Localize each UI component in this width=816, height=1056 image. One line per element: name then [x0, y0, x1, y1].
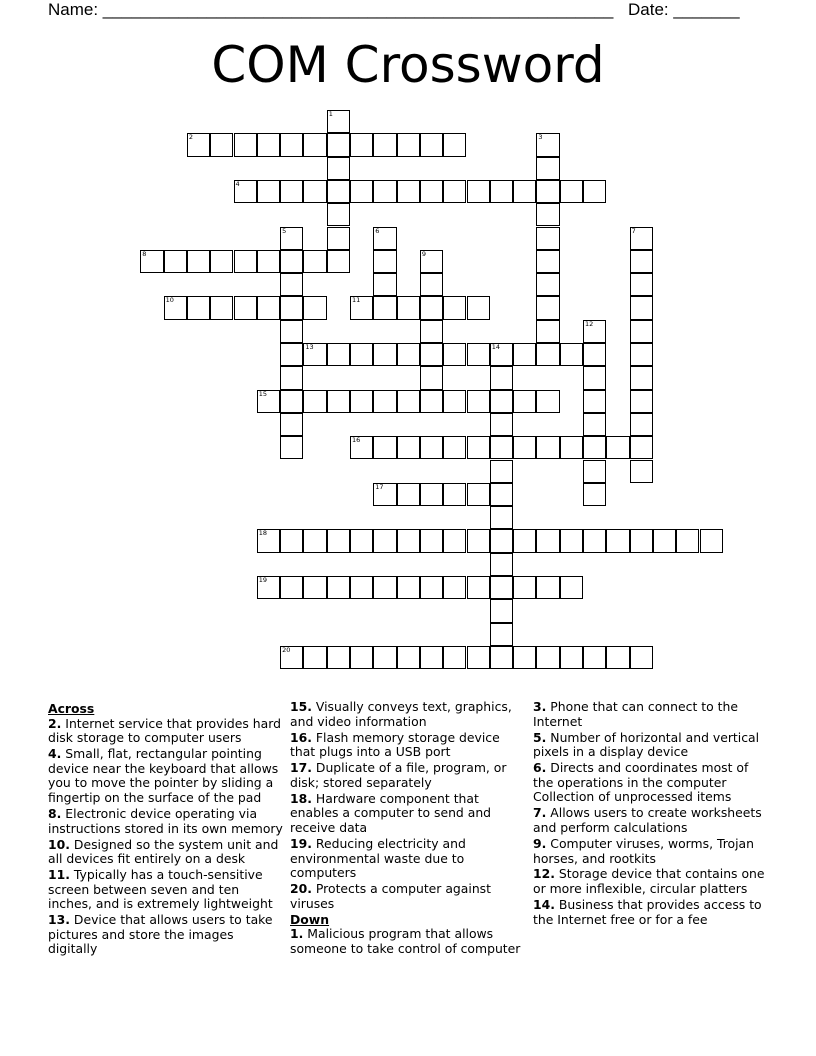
grid-cell[interactable]: [536, 576, 559, 599]
grid-cell[interactable]: [467, 646, 490, 669]
clue-down-7: 7. Allows users to create worksheets and perform calculations: [533, 805, 762, 835]
grid-cell[interactable]: [350, 646, 373, 669]
clue-number: 20: [282, 645, 291, 654]
grid-cell[interactable]: [280, 343, 303, 366]
clue-across-2: 2. Internet service that provides hard disk storage to computer users: [48, 715, 281, 746]
clue-number: 19: [258, 576, 268, 584]
clue-across-4: 4. Small, flat, rectangular pointing device near the keyboard that allows you to move the pointer by sliding a fingertip on the surface of the pad: [48, 746, 279, 805]
grid-cell[interactable]: [280, 180, 303, 203]
grid-cell[interactable]: [280, 366, 303, 389]
grid-cell[interactable]: [187, 133, 210, 156]
grid-cell[interactable]: [700, 529, 723, 552]
grid-cell[interactable]: [443, 529, 466, 552]
grid-cell[interactable]: [280, 273, 303, 296]
grid-cell[interactable]: [327, 646, 350, 669]
clues-column-1: [48, 702, 284, 958]
grid-cell[interactable]: [490, 599, 513, 622]
grid-cell[interactable]: [490, 366, 513, 389]
clue-number: 14: [491, 343, 501, 351]
clue-across-15: 15. Visually conveys text, graphics, and video information: [290, 699, 512, 729]
grid-cell[interactable]: [303, 529, 326, 552]
grid-cell[interactable]: [350, 133, 373, 156]
grid-cell[interactable]: [583, 436, 606, 459]
grid-cell[interactable]: [420, 320, 443, 343]
grid-cell[interactable]: [467, 180, 490, 203]
clue-number: 13: [305, 343, 314, 351]
across-heading: Across: [48, 701, 95, 716]
grid-cell[interactable]: [397, 180, 420, 203]
grid-cell[interactable]: [234, 296, 257, 319]
grid-cell[interactable]: [327, 250, 350, 273]
grid-cell[interactable]: [257, 133, 280, 156]
grid-cell[interactable]: [373, 646, 396, 669]
grid-cell[interactable]: [210, 250, 233, 273]
grid-cell[interactable]: [560, 343, 583, 366]
clue-down-12: 12. Storage device that contains one or more inflexible, circular platters: [533, 866, 765, 897]
grid-cell[interactable]: [443, 436, 466, 459]
grid-cell[interactable]: [303, 390, 326, 413]
grid-cell[interactable]: [583, 390, 606, 413]
grid-cell[interactable]: [420, 250, 443, 273]
grid-cell[interactable]: [630, 413, 653, 436]
grid-cell[interactable]: [583, 460, 606, 483]
grid-cell[interactable]: [467, 390, 490, 413]
clue-across-17: 17. Duplicate of a file, program, or disk; stored separately: [290, 760, 507, 790]
grid-cell[interactable]: [583, 366, 606, 389]
grid-cell[interactable]: [583, 646, 606, 669]
grid-cell[interactable]: [257, 250, 280, 273]
grid-cell[interactable]: [257, 390, 280, 413]
clue-across-11: 11. Typically has a touch-sensitive screen between seven and ten inches, and is extremely lightweight: [48, 867, 273, 912]
grid-cell[interactable]: [490, 623, 513, 646]
grid-cell[interactable]: [606, 436, 629, 459]
grid-cell[interactable]: [443, 390, 466, 413]
grid-cell[interactable]: [536, 250, 559, 273]
grid-cell[interactable]: [373, 227, 396, 250]
grid-cell[interactable]: [443, 343, 466, 366]
clue-number: 5: [282, 226, 287, 235]
grid-cell[interactable]: [490, 576, 513, 599]
grid-cell[interactable]: [303, 250, 326, 273]
grid-cell[interactable]: [397, 343, 420, 366]
grid-cell[interactable]: [350, 343, 373, 366]
grid-cell[interactable]: [560, 180, 583, 203]
grid-cell[interactable]: [420, 366, 443, 389]
grid-cell[interactable]: [536, 157, 559, 180]
grid-cell[interactable]: [234, 250, 257, 273]
grid-cell[interactable]: [257, 180, 280, 203]
grid-cell[interactable]: [327, 157, 350, 180]
grid-cell[interactable]: [653, 529, 676, 552]
grid-cell[interactable]: [443, 180, 466, 203]
grid-cell[interactable]: [327, 343, 350, 366]
grid-cell[interactable]: [280, 133, 303, 156]
grid-cell[interactable]: [536, 180, 559, 203]
grid-cell[interactable]: [536, 436, 559, 459]
grid-cell[interactable]: [630, 343, 653, 366]
grid-cell[interactable]: [350, 296, 373, 319]
clue-across-8: 8. Electronic device operating via instructions stored in its own memory: [48, 805, 283, 836]
grid-cell[interactable]: [234, 133, 257, 156]
grid-cell[interactable]: [280, 576, 303, 599]
clue-down-1: 1. Malicious program that allows someone to take control of computer: [290, 926, 521, 956]
grid-cell[interactable]: [467, 296, 490, 319]
grid-cell[interactable]: [373, 133, 396, 156]
grid-cell[interactable]: [373, 390, 396, 413]
grid-cell[interactable]: [397, 529, 420, 552]
grid-cell[interactable]: [630, 529, 653, 552]
grid-cell[interactable]: [513, 529, 536, 552]
grid-cell[interactable]: [630, 320, 653, 343]
clue-number: 18: [258, 529, 268, 538]
grid-cell[interactable]: [536, 343, 559, 366]
grid-cell[interactable]: [280, 436, 303, 459]
grid-cell[interactable]: [303, 576, 326, 599]
grid-cell[interactable]: [467, 436, 490, 459]
grid-cell[interactable]: [420, 436, 443, 459]
grid-cell[interactable]: [210, 133, 233, 156]
grid-cell[interactable]: [583, 483, 606, 506]
grid-cell[interactable]: [373, 436, 396, 459]
grid-cell[interactable]: [583, 320, 606, 343]
grid-cell[interactable]: [443, 296, 466, 319]
grid-cell[interactable]: [560, 436, 583, 459]
grid-cell[interactable]: [327, 529, 350, 552]
grid-cell[interactable]: [210, 296, 233, 319]
grid-cell[interactable]: [327, 576, 350, 599]
grid-cell[interactable]: [187, 250, 210, 273]
grid-cell[interactable]: [140, 250, 163, 273]
clue-number: 15: [258, 389, 268, 398]
grid-cell[interactable]: [536, 646, 559, 669]
grid-cell[interactable]: [327, 227, 350, 250]
clue-across-20: 20. Protects a computer against viruses: [290, 881, 491, 911]
grid-cell[interactable]: [373, 343, 396, 366]
grid-cell[interactable]: [350, 180, 373, 203]
grid-cell[interactable]: [536, 296, 559, 319]
grid-cell[interactable]: [513, 646, 536, 669]
grid-cell[interactable]: [303, 180, 326, 203]
grid-cell[interactable]: [536, 390, 559, 413]
clue-number: 8: [142, 249, 147, 258]
grid-cell[interactable]: [280, 529, 303, 552]
grid-cell[interactable]: [513, 390, 536, 413]
grid-cell[interactable]: [420, 343, 443, 366]
grid-cell[interactable]: [630, 296, 653, 319]
clue-across-19: 19. Reducing electricity and environmental waste due to computers: [290, 835, 466, 881]
grid-cell[interactable]: [630, 460, 653, 483]
grid-cell[interactable]: [373, 529, 396, 552]
grid-cell[interactable]: [630, 646, 653, 669]
grid-cell[interactable]: [234, 180, 257, 203]
clue-number: 6: [375, 226, 380, 235]
grid-cell[interactable]: [490, 529, 513, 552]
clue-down-9: 9. Computer viruses, worms, Trojan horses, and rootkits: [533, 835, 754, 866]
down-heading: Down: [290, 911, 330, 927]
clue-across-10: 10. Designed so the system unit and all devices fit entirely on a desk: [48, 836, 279, 867]
grid-cell[interactable]: [327, 203, 350, 226]
grid-cell[interactable]: [630, 390, 653, 413]
grid-cell[interactable]: [350, 576, 373, 599]
clues-column-3: [533, 700, 769, 929]
grid-cell[interactable]: [513, 436, 536, 459]
grid-cell[interactable]: [467, 483, 490, 506]
grid-cell[interactable]: [350, 436, 373, 459]
grid-cell[interactable]: [280, 413, 303, 436]
clue-across-13: 13. Device that allows users to take pictures and store the images digitally: [48, 912, 273, 957]
clue-number: 7: [631, 226, 636, 235]
grid-cell[interactable]: [443, 576, 466, 599]
grid-cell[interactable]: [630, 227, 653, 250]
grid-cell[interactable]: [490, 553, 513, 576]
grid-cell[interactable]: [560, 529, 583, 552]
clue-down-14: 14. Business that provides access to the Internet free or for a fee: [533, 897, 762, 927]
grid-cell[interactable]: [490, 646, 513, 669]
clue-number: 4: [235, 179, 240, 188]
grid-cell[interactable]: [420, 646, 443, 669]
clue-number: 3: [538, 133, 543, 142]
grid-cell[interactable]: [560, 576, 583, 599]
grid-cell[interactable]: [397, 436, 420, 459]
grid-cell[interactable]: [490, 413, 513, 436]
grid-cell[interactable]: [490, 343, 513, 366]
grid-cell[interactable]: [630, 273, 653, 296]
grid-cell[interactable]: [280, 646, 303, 669]
name-field-label: Name: ______________________________________________________: [48, 0, 614, 19]
grid-cell[interactable]: [164, 250, 187, 273]
grid-cell[interactable]: [443, 133, 466, 156]
date-field-label: Date: _______: [628, 0, 740, 19]
grid-cell[interactable]: [467, 576, 490, 599]
grid-cell[interactable]: [467, 343, 490, 366]
grid-cell[interactable]: [513, 576, 536, 599]
grid-cell[interactable]: [373, 296, 396, 319]
grid-cell[interactable]: [490, 436, 513, 459]
grid-cell[interactable]: [490, 390, 513, 413]
grid-cell[interactable]: [303, 296, 326, 319]
grid-cell[interactable]: [583, 413, 606, 436]
clue-number: 2: [188, 133, 194, 142]
clue-down-5: 5. Number of horizontal and vertical pixels in a display device: [533, 729, 760, 760]
grid-cell[interactable]: [630, 436, 653, 459]
grid-cell[interactable]: [397, 390, 420, 413]
grid-cell[interactable]: [397, 576, 420, 599]
grid-cell[interactable]: [420, 483, 443, 506]
grid-cell[interactable]: [257, 576, 280, 599]
grid-cell[interactable]: [467, 529, 490, 552]
grid-cell[interactable]: [490, 506, 513, 529]
grid-cell[interactable]: [397, 646, 420, 669]
clue-number: 9: [421, 249, 427, 258]
grid-cell[interactable]: [327, 180, 350, 203]
grid-cell[interactable]: [536, 529, 559, 552]
grid-cell[interactable]: [490, 180, 513, 203]
grid-cell[interactable]: [583, 343, 606, 366]
grid-cell[interactable]: [420, 180, 443, 203]
grid-cell[interactable]: [280, 250, 303, 273]
grid-cell[interactable]: [490, 483, 513, 506]
grid-cell[interactable]: [397, 133, 420, 156]
clue-across-16: 16. Flash memory storage device that plugs into a USB port: [290, 729, 500, 760]
grid-cell[interactable]: [373, 180, 396, 203]
grid-cell[interactable]: [536, 273, 559, 296]
grid-cell[interactable]: [536, 203, 559, 226]
grid-cell[interactable]: [303, 343, 326, 366]
grid-cell[interactable]: [536, 320, 559, 343]
grid-cell[interactable]: [164, 296, 187, 319]
grid-cell[interactable]: [303, 133, 326, 156]
grid-cell[interactable]: [373, 250, 396, 273]
clue-number: 11: [352, 296, 361, 305]
grid-cell[interactable]: [373, 576, 396, 599]
clues-column-2: [290, 700, 526, 958]
grid-cell[interactable]: [187, 296, 210, 319]
clue-down-6: 6. Directs and coordinates most of the operations in the computer Collection of unprocessed items: [533, 760, 749, 805]
grid-cell[interactable]: [397, 296, 420, 319]
grid-cell[interactable]: [536, 227, 559, 250]
grid-cell[interactable]: [327, 110, 350, 133]
clue-number: 1: [328, 110, 333, 118]
grid-cell[interactable]: [280, 320, 303, 343]
grid-cell[interactable]: [373, 483, 396, 506]
grid-cell[interactable]: [420, 576, 443, 599]
grid-cell[interactable]: [420, 273, 443, 296]
grid-cell[interactable]: [420, 390, 443, 413]
grid-cell[interactable]: [257, 296, 280, 319]
grid-cell[interactable]: [560, 646, 583, 669]
grid-cell[interactable]: [280, 227, 303, 250]
grid-cell[interactable]: [420, 133, 443, 156]
grid-cell[interactable]: [420, 529, 443, 552]
grid-cell[interactable]: [303, 646, 326, 669]
clue-across-18: 18. Hardware component that enables a computer to send and receive data: [290, 790, 492, 835]
grid-cell[interactable]: [443, 646, 466, 669]
grid-cell[interactable]: [513, 343, 536, 366]
clue-number: 16: [352, 436, 361, 445]
grid-cell[interactable]: [676, 529, 699, 552]
grid-cell[interactable]: [280, 296, 303, 319]
grid-cell[interactable]: [257, 529, 280, 552]
grid-cell[interactable]: [397, 483, 420, 506]
grid-cell[interactable]: [513, 180, 536, 203]
grid-cell[interactable]: [606, 646, 629, 669]
grid-cell[interactable]: [327, 133, 350, 156]
grid-cell[interactable]: [583, 180, 606, 203]
grid-cell[interactable]: [630, 250, 653, 273]
grid-cell[interactable]: [327, 390, 350, 413]
grid-cell[interactable]: [443, 483, 466, 506]
grid-cell[interactable]: [536, 133, 559, 156]
clue-number: 12: [585, 319, 594, 328]
clue-down-3: 3. Phone that can connect to the Internet: [533, 699, 738, 729]
grid-cell[interactable]: [490, 460, 513, 483]
grid-cell[interactable]: [373, 273, 396, 296]
grid-cell[interactable]: [583, 529, 606, 552]
clue-number: 17: [375, 482, 384, 491]
grid-cell[interactable]: [606, 529, 629, 552]
grid-cell[interactable]: [280, 390, 303, 413]
grid-cell[interactable]: [350, 390, 373, 413]
grid-cell[interactable]: [630, 366, 653, 389]
clue-number: 10: [165, 296, 174, 305]
page-title: COM Crossword: [211, 36, 605, 94]
grid-cell[interactable]: [420, 296, 443, 319]
grid-cell[interactable]: [350, 529, 373, 552]
